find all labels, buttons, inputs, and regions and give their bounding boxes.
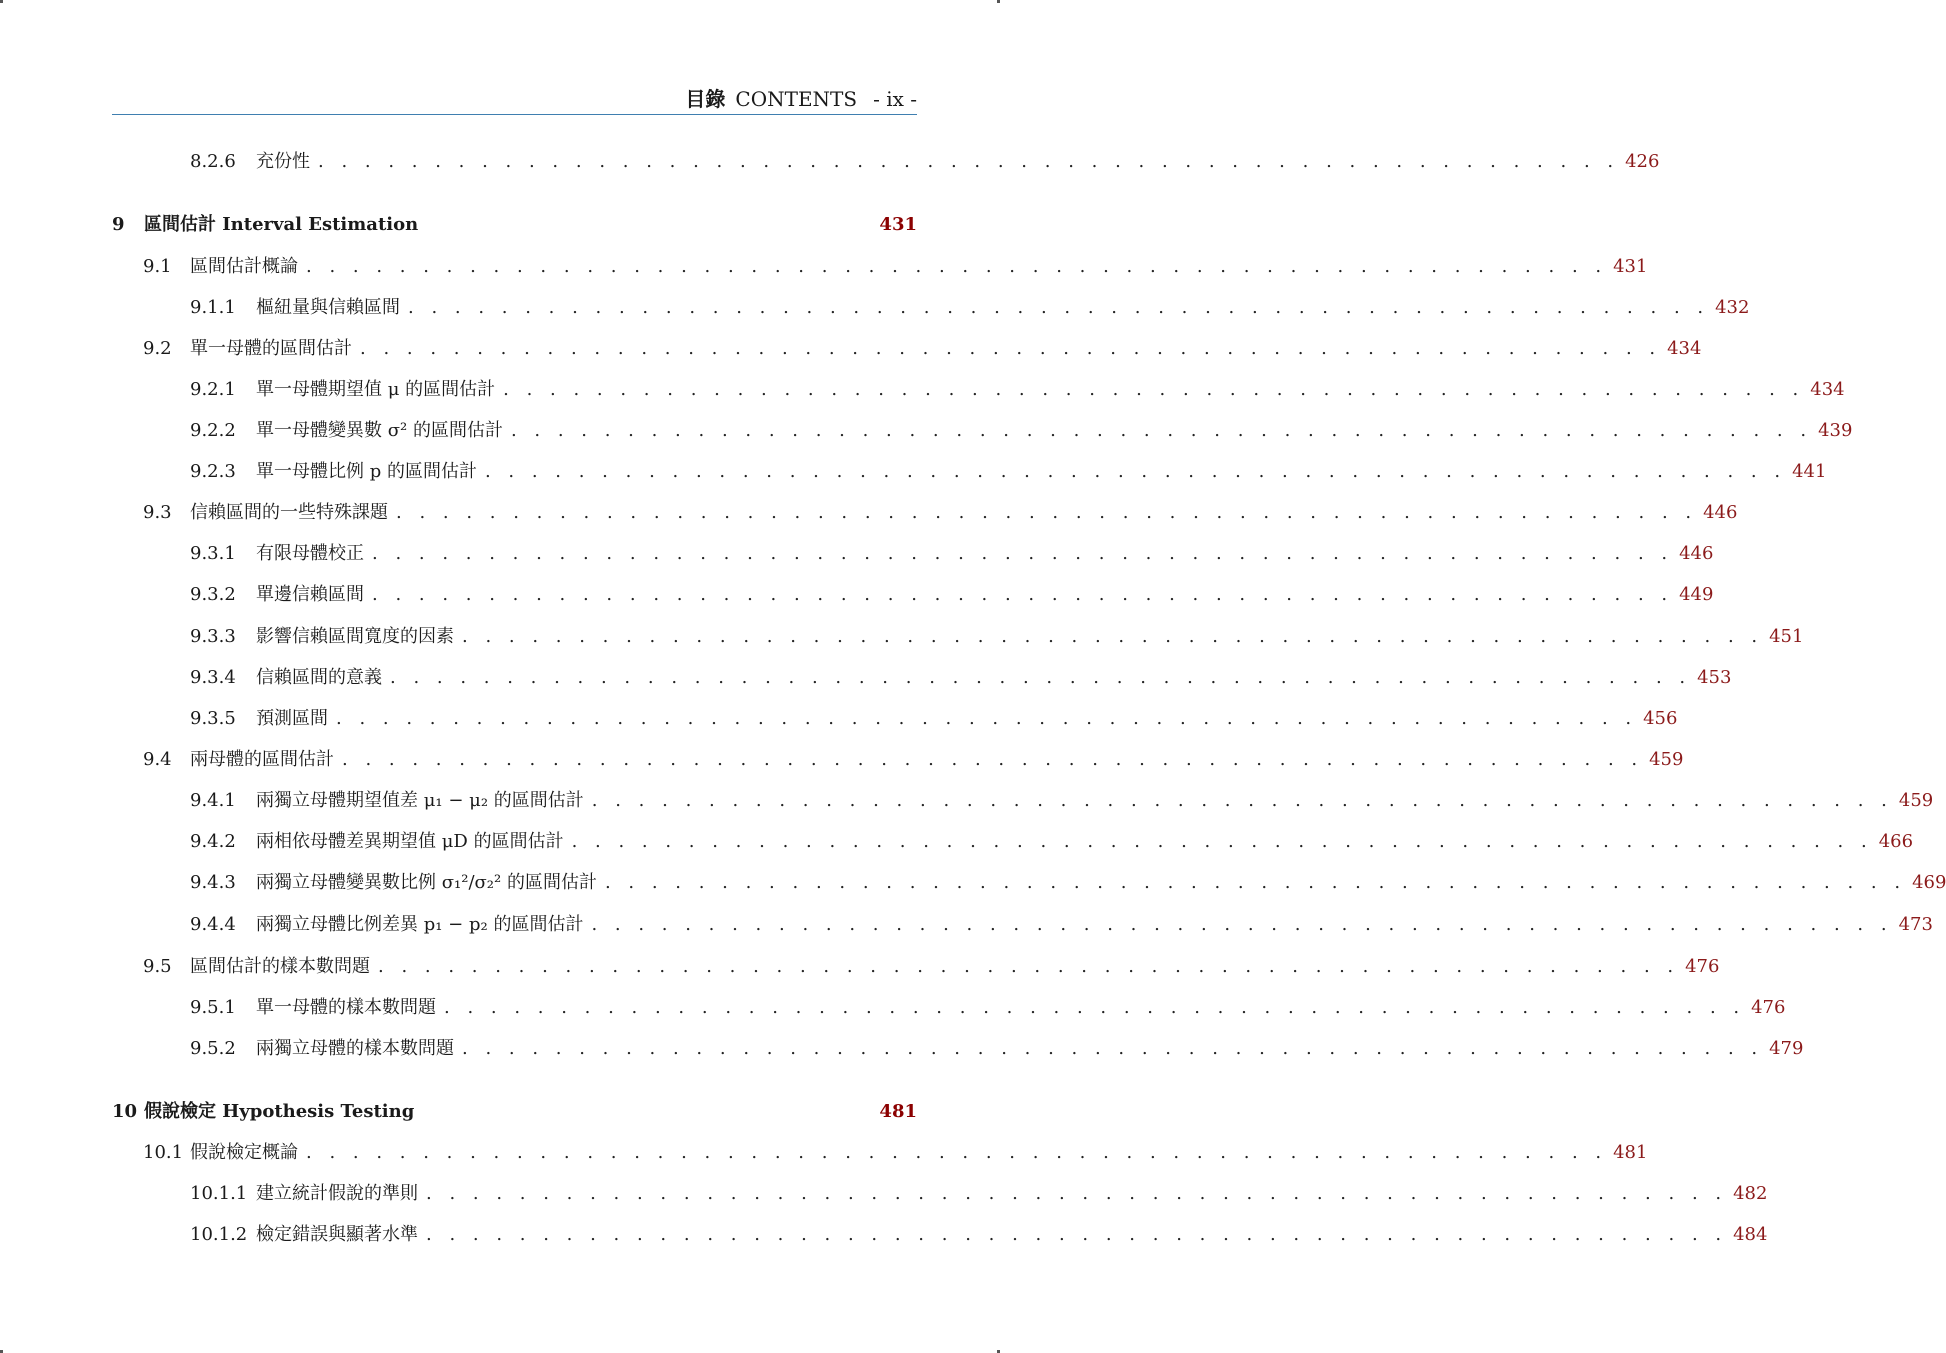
toc-entry[interactable] [190, 418, 1853, 444]
dot-leader: . . . . . . . . . . . . . . . . . . . . . . . . . . . . . . . . . . . . . . . . . . . . . . . . . . . . . . . . [342, 749, 1644, 770]
toc-entry[interactable] [190, 788, 1934, 814]
entry-number: 9.5.1 [190, 997, 236, 1018]
entry-title: 建立統計假說的準則 [256, 1183, 418, 1204]
entry-title: 兩相依母體差異期望值 μD 的區間估計 [256, 831, 564, 852]
section-number: 9.3 [143, 502, 172, 523]
entry-title: 檢定錯誤與顯著水準 [256, 1224, 418, 1245]
entry-title: 單邊信賴區間 [256, 584, 364, 605]
entry-page: 453 [1697, 667, 1732, 688]
entry-number: 9.3.1 [190, 543, 236, 564]
entry-title: 有限母體校正 [256, 543, 364, 564]
toc-section[interactable] [143, 747, 1684, 773]
entry-number: 9.3.2 [190, 584, 236, 605]
chapter-title: 區間估計 Interval Estimation [144, 214, 419, 235]
entry-page: 456 [1643, 708, 1678, 729]
dot-leader: . . . . . . . . . . . . . . . . . . . . . . . . . . . . . . . . . . . . . . . . . . . . . . . . . . . . . . . . [510, 420, 1813, 441]
section-title: 區間估計概論 [190, 256, 298, 277]
entry-number: 9.2.2 [190, 420, 236, 441]
toc-entry[interactable] [190, 870, 1946, 896]
dot-leader: . . . . . . . . . . . . . . . . . . . . . . . . . . . . . . . . . . . . . . . . . . . . . . . . . . . . . . . . [318, 151, 1620, 172]
toc-entry[interactable] [190, 1222, 1768, 1248]
dot-leader: . . . . . . . . . . . . . . . . . . . . . . . . . . . . . . . . . . . . . . . . . . . . . . . . . . . . . . . . [408, 297, 1710, 318]
entry-title: 信賴區間的意義 [256, 667, 382, 688]
toc-chapter[interactable] [112, 212, 917, 238]
toc-entry[interactable] [190, 706, 1678, 732]
entry-page: 473 [1898, 914, 1933, 935]
dot-leader: . . . . . . . . . . . . . . . . . . . . . . . . . . . . . . . . . . . . . . . . . . . . . . . . . . . . . . . . [306, 256, 1608, 277]
dot-leader: . . . . . . . . . . . . . . . . . . . . . . . . . . . . . . . . . . . . . . . . . . . . . . . . . . . . . . . . [462, 1038, 1764, 1059]
entry-title: 單一母體的樣本數問題 [256, 997, 436, 1018]
toc-section[interactable] [143, 954, 1720, 980]
entry-page: 432 [1715, 297, 1750, 318]
dot-leader: . . . . . . . . . . . . . . . . . . . . . . . . . . . . . . . . . . . . . . . . . . . . . . . . . . . . . . . . [372, 584, 1674, 605]
header-page-number: - ix - [873, 87, 917, 111]
entry-number: 8.2.6 [190, 151, 236, 172]
entry-number: 10.1.1 [190, 1183, 248, 1204]
entry-number: 9.4.1 [190, 790, 236, 811]
dot-leader: . . . . . . . . . . . . . . . . . . . . . . . . . . . . . . . . . . . . . . . . . . . . . . . . . . . . . . . . [426, 1224, 1728, 1245]
dot-leader: . . . . . . . . . . . . . . . . . . . . . . . . . . . . . . . . . . . . . . . . . . . . . . . . . . . . . . . . [591, 790, 1893, 811]
toc-entry[interactable] [190, 1181, 1768, 1207]
entry-title: 兩獨立母體比例差異 p₁ − p₂ 的區間估計 [256, 914, 584, 935]
section-title: 兩母體的區間估計 [190, 749, 334, 770]
header-title-cn: 目錄 [685, 87, 726, 111]
entry-number: 9.3.3 [190, 626, 236, 647]
entry-page: 484 [1733, 1224, 1768, 1245]
section-title: 信賴區間的一些特殊課題 [190, 502, 388, 523]
entry-page: 466 [1878, 831, 1914, 852]
section-page: 481 [1613, 1142, 1648, 1163]
entry-number: 9.3.4 [190, 667, 236, 688]
entry-title: 單一母體期望值 μ 的區間估計 [256, 379, 496, 400]
dot-leader: . . . . . . . . . . . . . . . . . . . . . . . . . . . . . . . . . . . . . . . . . . . . . . . . . . . . . . . . [396, 502, 1698, 523]
section-number: 9.2 [143, 338, 172, 359]
dot-leader: . . . . . . . . . . . . . . . . . . . . . . . . . . . . . . . . . . . . . . . . . . . . . . . . . . . . . . . . [372, 543, 1674, 564]
section-number: 9.5 [143, 956, 172, 977]
entry-title: 兩獨立母體的樣本數問題 [256, 1038, 454, 1059]
entry-page: 441 [1792, 461, 1827, 482]
entry-number: 9.5.2 [190, 1038, 236, 1059]
dot-leader: . . . . . . . . . . . . . . . . . . . . . . . . . . . . . . . . . . . . . . . . . . . . . . . . . . . . . . . . [591, 914, 1893, 935]
entry-number: 9.1.1 [190, 297, 236, 318]
entry-page: 459 [1898, 790, 1934, 811]
entry-title: 單一母體比例 p 的區間估計 [256, 461, 477, 482]
entry-title: 樞紐量與信賴區間 [256, 297, 400, 318]
dot-leader: . . . . . . . . . . . . . . . . . . . . . . . . . . . . . . . . . . . . . . . . . . . . . . . . . . . . . . . . [462, 626, 1764, 647]
dot-leader: . . . . . . . . . . . . . . . . . . . . . . . . . . . . . . . . . . . . . . . . . . . . . . . . . . . . . . . . [571, 831, 1873, 852]
dot-leader: . . . . . . . . . . . . . . . . . . . . . . . . . . . . . . . . . . . . . . . . . . . . . . . . . . . . . . . . [484, 461, 1787, 482]
toc-entry[interactable] [190, 1036, 1804, 1062]
entry-number: 9.3.5 [190, 708, 236, 729]
entry-page: 446 [1679, 543, 1714, 564]
section-title: 單一母體的區間估計 [190, 338, 352, 359]
toc-section[interactable] [143, 500, 1738, 526]
toc-entry[interactable] [190, 829, 1914, 855]
dot-leader: . . . . . . . . . . . . . . . . . . . . . . . . . . . . . . . . . . . . . . . . . . . . . . . . . . . . . . . . [444, 997, 1746, 1018]
entry-number: 9.2.3 [190, 461, 236, 482]
toc-entry[interactable] [190, 912, 1933, 938]
entry-number: 9.4.4 [190, 914, 236, 935]
toc-entry[interactable] [190, 541, 1714, 567]
toc-entry[interactable] [190, 459, 1827, 485]
entry-title: 充份性 [256, 151, 310, 172]
crop-mark [997, 0, 1000, 3]
section-page: 476 [1685, 956, 1720, 977]
entry-title: 單一母體變異數 σ² 的區間估計 [256, 420, 503, 441]
entry-page: 434 [1810, 379, 1845, 400]
chapter-page: 481 [879, 1101, 917, 1122]
chapter-number: 10 [112, 1101, 138, 1122]
entry-page: 451 [1769, 626, 1804, 647]
section-title: 假說檢定概論 [190, 1142, 298, 1163]
entry-title: 兩獨立母體期望值差 μ₁ − μ₂ 的區間估計 [256, 790, 584, 811]
section-page: 459 [1649, 749, 1684, 770]
entry-page: 479 [1769, 1038, 1804, 1059]
dot-leader: . . . . . . . . . . . . . . . . . . . . . . . . . . . . . . . . . . . . . . . . . . . . . . . . . . . . . . . . [503, 379, 1805, 400]
entry-page: 476 [1751, 997, 1786, 1018]
entry-page: 482 [1733, 1183, 1768, 1204]
dot-leader: . . . . . . . . . . . . . . . . . . . . . . . . . . . . . . . . . . . . . . . . . . . . . . . . . . . . . . . . [306, 1142, 1608, 1163]
chapter-page: 431 [879, 214, 917, 235]
entry-title: 兩獨立母體變異數比例 σ₁²/σ₂² 的區間估計 [256, 872, 597, 893]
entry-page: 469 [1912, 872, 1946, 893]
header-title-en: CONTENTS [735, 87, 858, 111]
section-title: 區間估計的樣本數問題 [190, 956, 370, 977]
dot-leader: . . . . . . . . . . . . . . . . . . . . . . . . . . . . . . . . . . . . . . . . . . . . . . . . . . . . . . . . [426, 1183, 1728, 1204]
toc-entry[interactable] [190, 665, 1732, 691]
toc-entry[interactable] [190, 582, 1714, 608]
dot-leader: . . . . . . . . . . . . . . . . . . . . . . . . . . . . . . . . . . . . . . . . . . . . . . . . . . . . . . . . [336, 708, 1638, 729]
entry-number: 9.4.3 [190, 872, 236, 893]
entry-title: 影響信賴區間寬度的因素 [256, 626, 454, 647]
section-number: 10.1 [143, 1142, 184, 1163]
entry-page: 449 [1679, 584, 1714, 605]
chapter-title: 假說檢定 Hypothesis Testing [144, 1101, 415, 1122]
section-page: 434 [1667, 338, 1702, 359]
dot-leader: . . . . . . . . . . . . . . . . . . . . . . . . . . . . . . . . . . . . . . . . . . . . . . . . . . . . . . . . [378, 956, 1680, 977]
entry-number: 9.4.2 [190, 831, 236, 852]
section-number: 9.4 [143, 749, 172, 770]
entry-page: 426 [1625, 151, 1660, 172]
dot-leader: . . . . . . . . . . . . . . . . . . . . . . . . . . . . . . . . . . . . . . . . . . . . . . . . . . . . . . . . [360, 338, 1662, 359]
section-number: 9.1 [143, 256, 172, 277]
crop-mark [0, 0, 3, 3]
toc-section[interactable] [143, 336, 1702, 362]
toc-entry[interactable] [190, 624, 1804, 650]
chapter-number: 9 [112, 214, 125, 235]
toc-entry[interactable] [190, 149, 1660, 175]
entry-number: 10.1.2 [190, 1224, 248, 1245]
toc-entry[interactable] [190, 377, 1845, 403]
toc-entry[interactable] [190, 995, 1786, 1021]
toc-section[interactable] [143, 1140, 1648, 1166]
toc-section[interactable] [143, 254, 1648, 280]
section-page: 446 [1703, 502, 1738, 523]
entry-title: 預測區間 [256, 708, 328, 729]
section-page: 431 [1613, 256, 1648, 277]
dot-leader: . . . . . . . . . . . . . . . . . . . . . . . . . . . . . . . . . . . . . . . . . . . . . . . . . . . . . . . . [604, 872, 1907, 893]
entry-page: 439 [1818, 420, 1853, 441]
toc-chapter[interactable] [112, 1099, 917, 1125]
entry-number: 9.2.1 [190, 379, 236, 400]
toc-entry[interactable] [190, 295, 1750, 321]
dot-leader: . . . . . . . . . . . . . . . . . . . . . . . . . . . . . . . . . . . . . . . . . . . . . . . . . . . . . . . . [390, 667, 1692, 688]
